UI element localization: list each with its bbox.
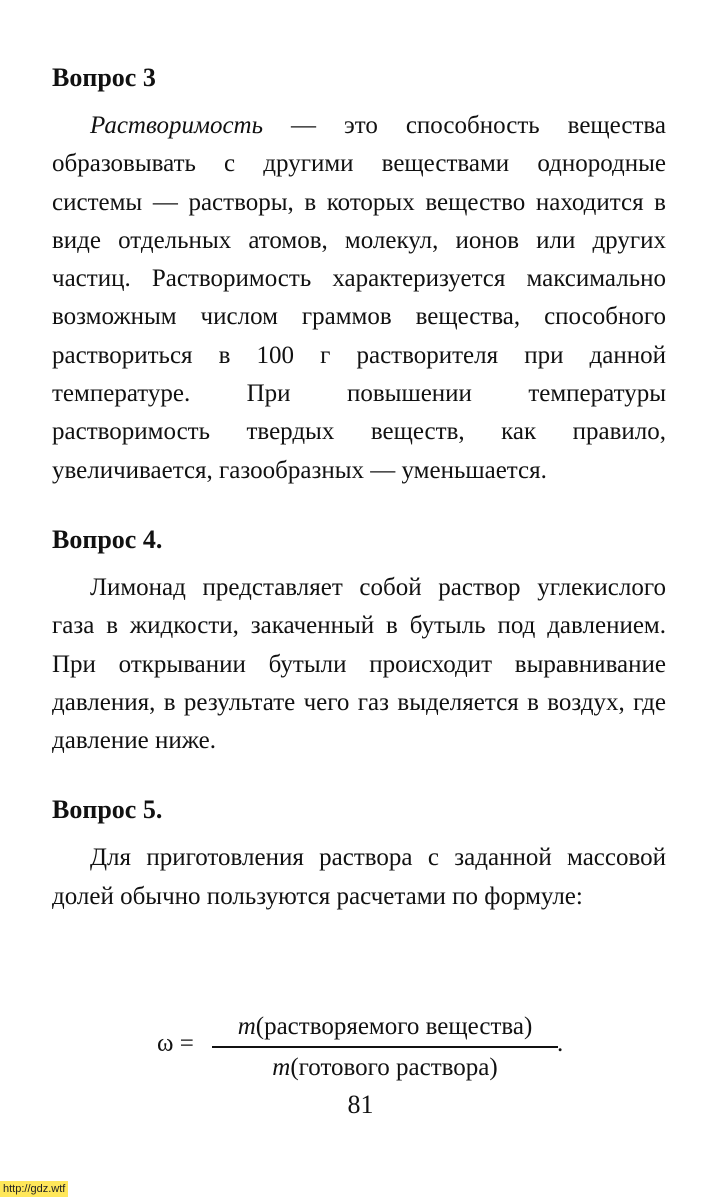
page-number: 81 (347, 1090, 374, 1119)
question-3-paragraph (52, 107, 666, 490)
document-body (52, 58, 666, 946)
question-5-paragraph (52, 839, 666, 916)
formula-lhs: ω = (157, 1030, 194, 1057)
question-5-heading: Вопрос 5. (52, 795, 163, 825)
fraction-bar (212, 1046, 558, 1048)
formula-numerator (212, 1010, 558, 1044)
question-4-text: Лимонад представляет собой раствор углекислого газа в жидкости, закаченный в бутыль под давлением. При открывании бутыли происходит выравнивание давления, в результате чего газ выделяется в воздух, где давление ниже. (52, 573, 666, 755)
question-3-text: — это способность вещества образовывать с другими веществами однородные системы — растворы, в которых вещество находится в виде отдельных атомов, молекул, ионов или других частиц. Растворимость характеризуется максимально возможным числом граммов вещества, способного раствориться в 100 г растворителя при данной температуре. При повышении температуры растворимость твердых веществ, как правило, увеличивается, газообразных — уменьшается. (52, 112, 666, 484)
question-3-heading: Вопрос 3 (52, 63, 156, 92)
term-emphasis: Растворимость (90, 112, 263, 139)
numerator-variable: m (237, 1013, 256, 1040)
numerator-text: (растворяемого вещества) (255, 1013, 533, 1040)
denominator-text: (готового раствора) (290, 1053, 498, 1081)
question-5-text: Для приготовления раствора с заданной массовой долей обычно пользуются расчетами по формуле: (52, 844, 666, 910)
formula-period: . (557, 1030, 564, 1057)
section-question-5 (52, 790, 666, 916)
section-question-4 (52, 520, 666, 760)
question-4-paragraph (52, 569, 666, 760)
watermark-link[interactable]: http://gdz.wtf (0, 1181, 68, 1197)
mass-fraction-formula (157, 1010, 567, 1086)
section-question-3 (52, 58, 666, 490)
denominator-variable: m (272, 1053, 291, 1081)
question-4-heading: Вопрос 4. (52, 524, 163, 554)
formula-denominator (212, 1051, 558, 1085)
formula-fraction (212, 1010, 558, 1085)
